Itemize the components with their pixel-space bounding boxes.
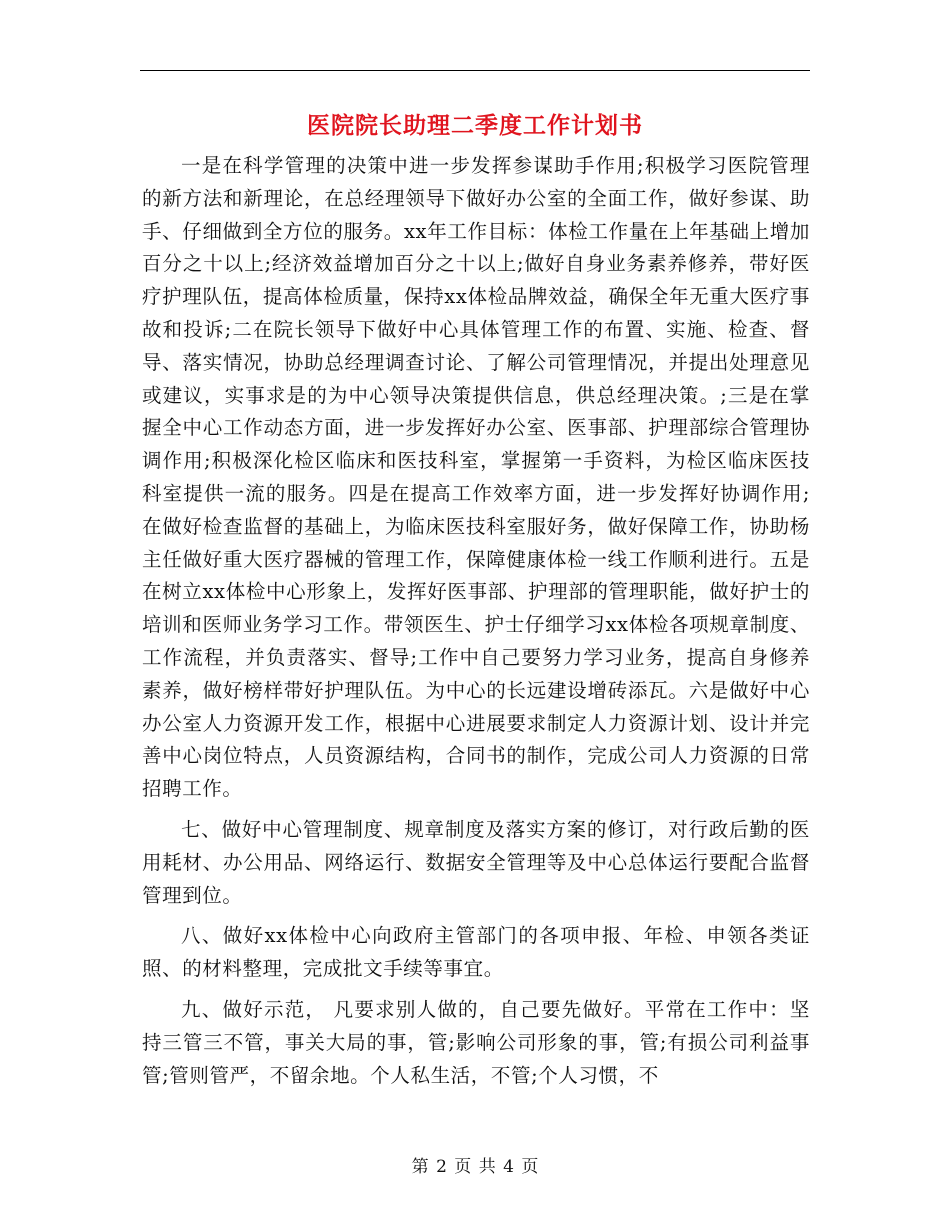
paragraph-1: 一是在科学管理的决策中进一步发挥参谋助手作用;积极学习医院管理的新方法和新理论，在总经理领导下做好办公室的全面工作，做好参谋、助手、仔细做到全方位的服务。xx年工作目标：体检工作量在上年基础上增加百分之十以上;经济效益增加百分之十以上;做好自身业务素养修养，带好医疗护理队伍，提高体检质量，保持xx体检品牌效益，确保全年无重大医疗事故和投诉;二在院长领导下做好中心具体管理工作的布置、实施、检查、督导、落实情况，协助总经理调查讨论、了解公司管理情况，并提出处理意见或建议，实事求是的为中心领导决策提供信息，供总经理决策。;三是在掌握全中心工作动态方面，进一步发挥好办公室、医事部、护理部综合管理协调作用;积极深化检区临床和医技科室，掌握第一手资料，为检区临床医技科室提供一流的服务。四是在提高工作效率方面，进一步发挥好协调作用;在做好检查监督的基础上，为临床医技科室服好务，做好保障工作，协助杨主任做好重大医疗器械的管理工作，保障健康体检一线工作顺利进行。五是在树立xx体检中心形象上，发挥好医事部、护理部的管理职能，做好护士的培训和医师业务学习工作。带领医生、护士仔细学习xx体检各项规章制度、工作流程，并负责落实、督导;工作中自己要努力学习业务，提高自身修养素养，做好榜样带好护理队伍。为中心的长远建设增砖添瓦。六是做好中心办公室人力资源开发工作，根据中心进展要求制定人力资源计划、设计并完善中心岗位特点，人员资源结构，合同书的制作，完成公司人力资源的日常招聘工作。 (142, 154, 810, 801)
paragraph-2: 七、做好中心管理制度、规章制度及落实方案的修订，对行政后勤的医用耗材、办公用品、网络运行、数据安全管理等及中心总体运行要配合监督管理到位。 (142, 817, 810, 907)
header-rule (140, 70, 810, 71)
paragraph-3: 八、做好xx体检中心向政府主管部门的各项申报、年检、申领各类证照、的材料整理，完成批文手续等事宜。 (142, 924, 810, 981)
page-number-footer: 第 2 页 共 4 页 (411, 1157, 539, 1177)
document-title: 医院院长助理二季度工作计划书 (307, 112, 643, 139)
document-body (142, 150, 810, 1092)
paragraph-4: 九、做好示范， 凡要求别人做的，自己要先做好。平常在工作中：坚持三管三不管，事关大局的事，管;影响公司形象的事，管;有损公司利益事管;管则管严，不留余地。个人私生活，不管;个人习惯，不 (142, 997, 810, 1087)
